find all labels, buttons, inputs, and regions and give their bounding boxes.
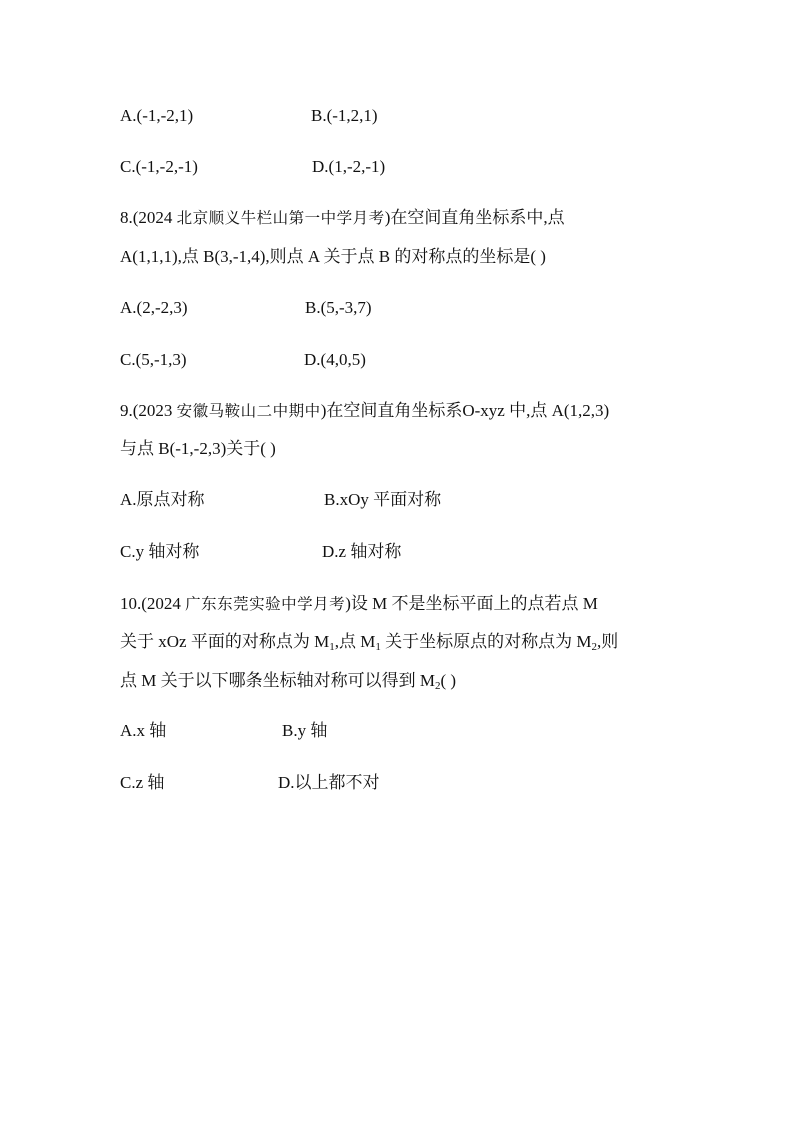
q8-option-a: A.(2,-2,3) [120,298,188,317]
q10-subscript-1: 1 [329,641,335,653]
q9-option-d: D.z 轴对称 [322,542,402,561]
q10-subscript-2: 1 [375,641,381,653]
q10-stem-1: )设 M 不是坐标平面上的点若点 M [345,594,598,613]
q10-subscript-3: 2 [591,641,597,653]
q7-option-d: D.(1,-2,-1) [312,157,386,176]
q7-option-b: B.(-1,2,1) [311,106,378,125]
q8-option-d: D.(4,0,5) [304,350,366,369]
q10-stem-2b: ,点 M [334,632,376,651]
q10-stem-3b: ( ) [440,671,457,690]
q10-stem-2a: 关于 xOz 平面的对称点为 M [120,632,330,651]
q10-option-c: C.z 轴 [120,773,165,792]
q9-option-c: C.y 轴对称 [120,542,200,561]
q8-source: 北京顺义牛栏山第一中学月考 [176,209,385,227]
q10-number: 10.(2024 [120,594,186,613]
q10-stem-2d: ,则 [596,632,619,651]
q8-option-b: B.(5,-3,7) [305,298,372,317]
q9-option-b: B.xOy 平面对称 [324,490,442,509]
q10-option-a: A.x 轴 [120,721,167,740]
q10-option-b: B.y 轴 [282,721,328,740]
q9-stem-line-2: 与点 B(-1,-2,3)关于( ) [120,439,276,458]
q10-option-d: D.以上都不对 [278,773,380,792]
q9-stem-line-1 [120,401,609,421]
q10-stem-line-1 [120,594,598,614]
q9-number: 9.(2023 [120,401,177,420]
q8-stem-line-1 [120,208,565,228]
q10-stem-3a: 点 M 关于以下哪条坐标轴对称可以得到 M [120,671,435,690]
q8-stem-line-2: A(1,1,1),点 B(3,-1,4),则点 A 关于点 B 的对称点的坐标是( ) [120,247,546,266]
q10-stem-line-3 [120,671,456,691]
q10-stem-2c: 关于坐标原点的对称点为 M [380,632,592,651]
q10-subscript-4: 2 [434,680,441,692]
q10-stem-line-2 [120,632,618,652]
q9-option-a: A.原点对称 [120,490,205,509]
q8-stem-1: )在空间直角坐标系中,点 [384,208,565,227]
q9-stem-1: )在空间直角坐标系O-xyz 中,点 A(1,2,3) [320,401,610,420]
q8-option-c: C.(5,-1,3) [120,350,187,369]
q8-number: 8.(2024 [120,208,177,227]
q7-option-c: C.(-1,-2,-1) [120,157,198,176]
q9-source: 安徽马鞍山二中期中 [176,402,321,420]
q7-option-a: A.(-1,-2,1) [120,106,194,125]
q10-source: 广东东莞实验中学月考 [185,595,346,613]
